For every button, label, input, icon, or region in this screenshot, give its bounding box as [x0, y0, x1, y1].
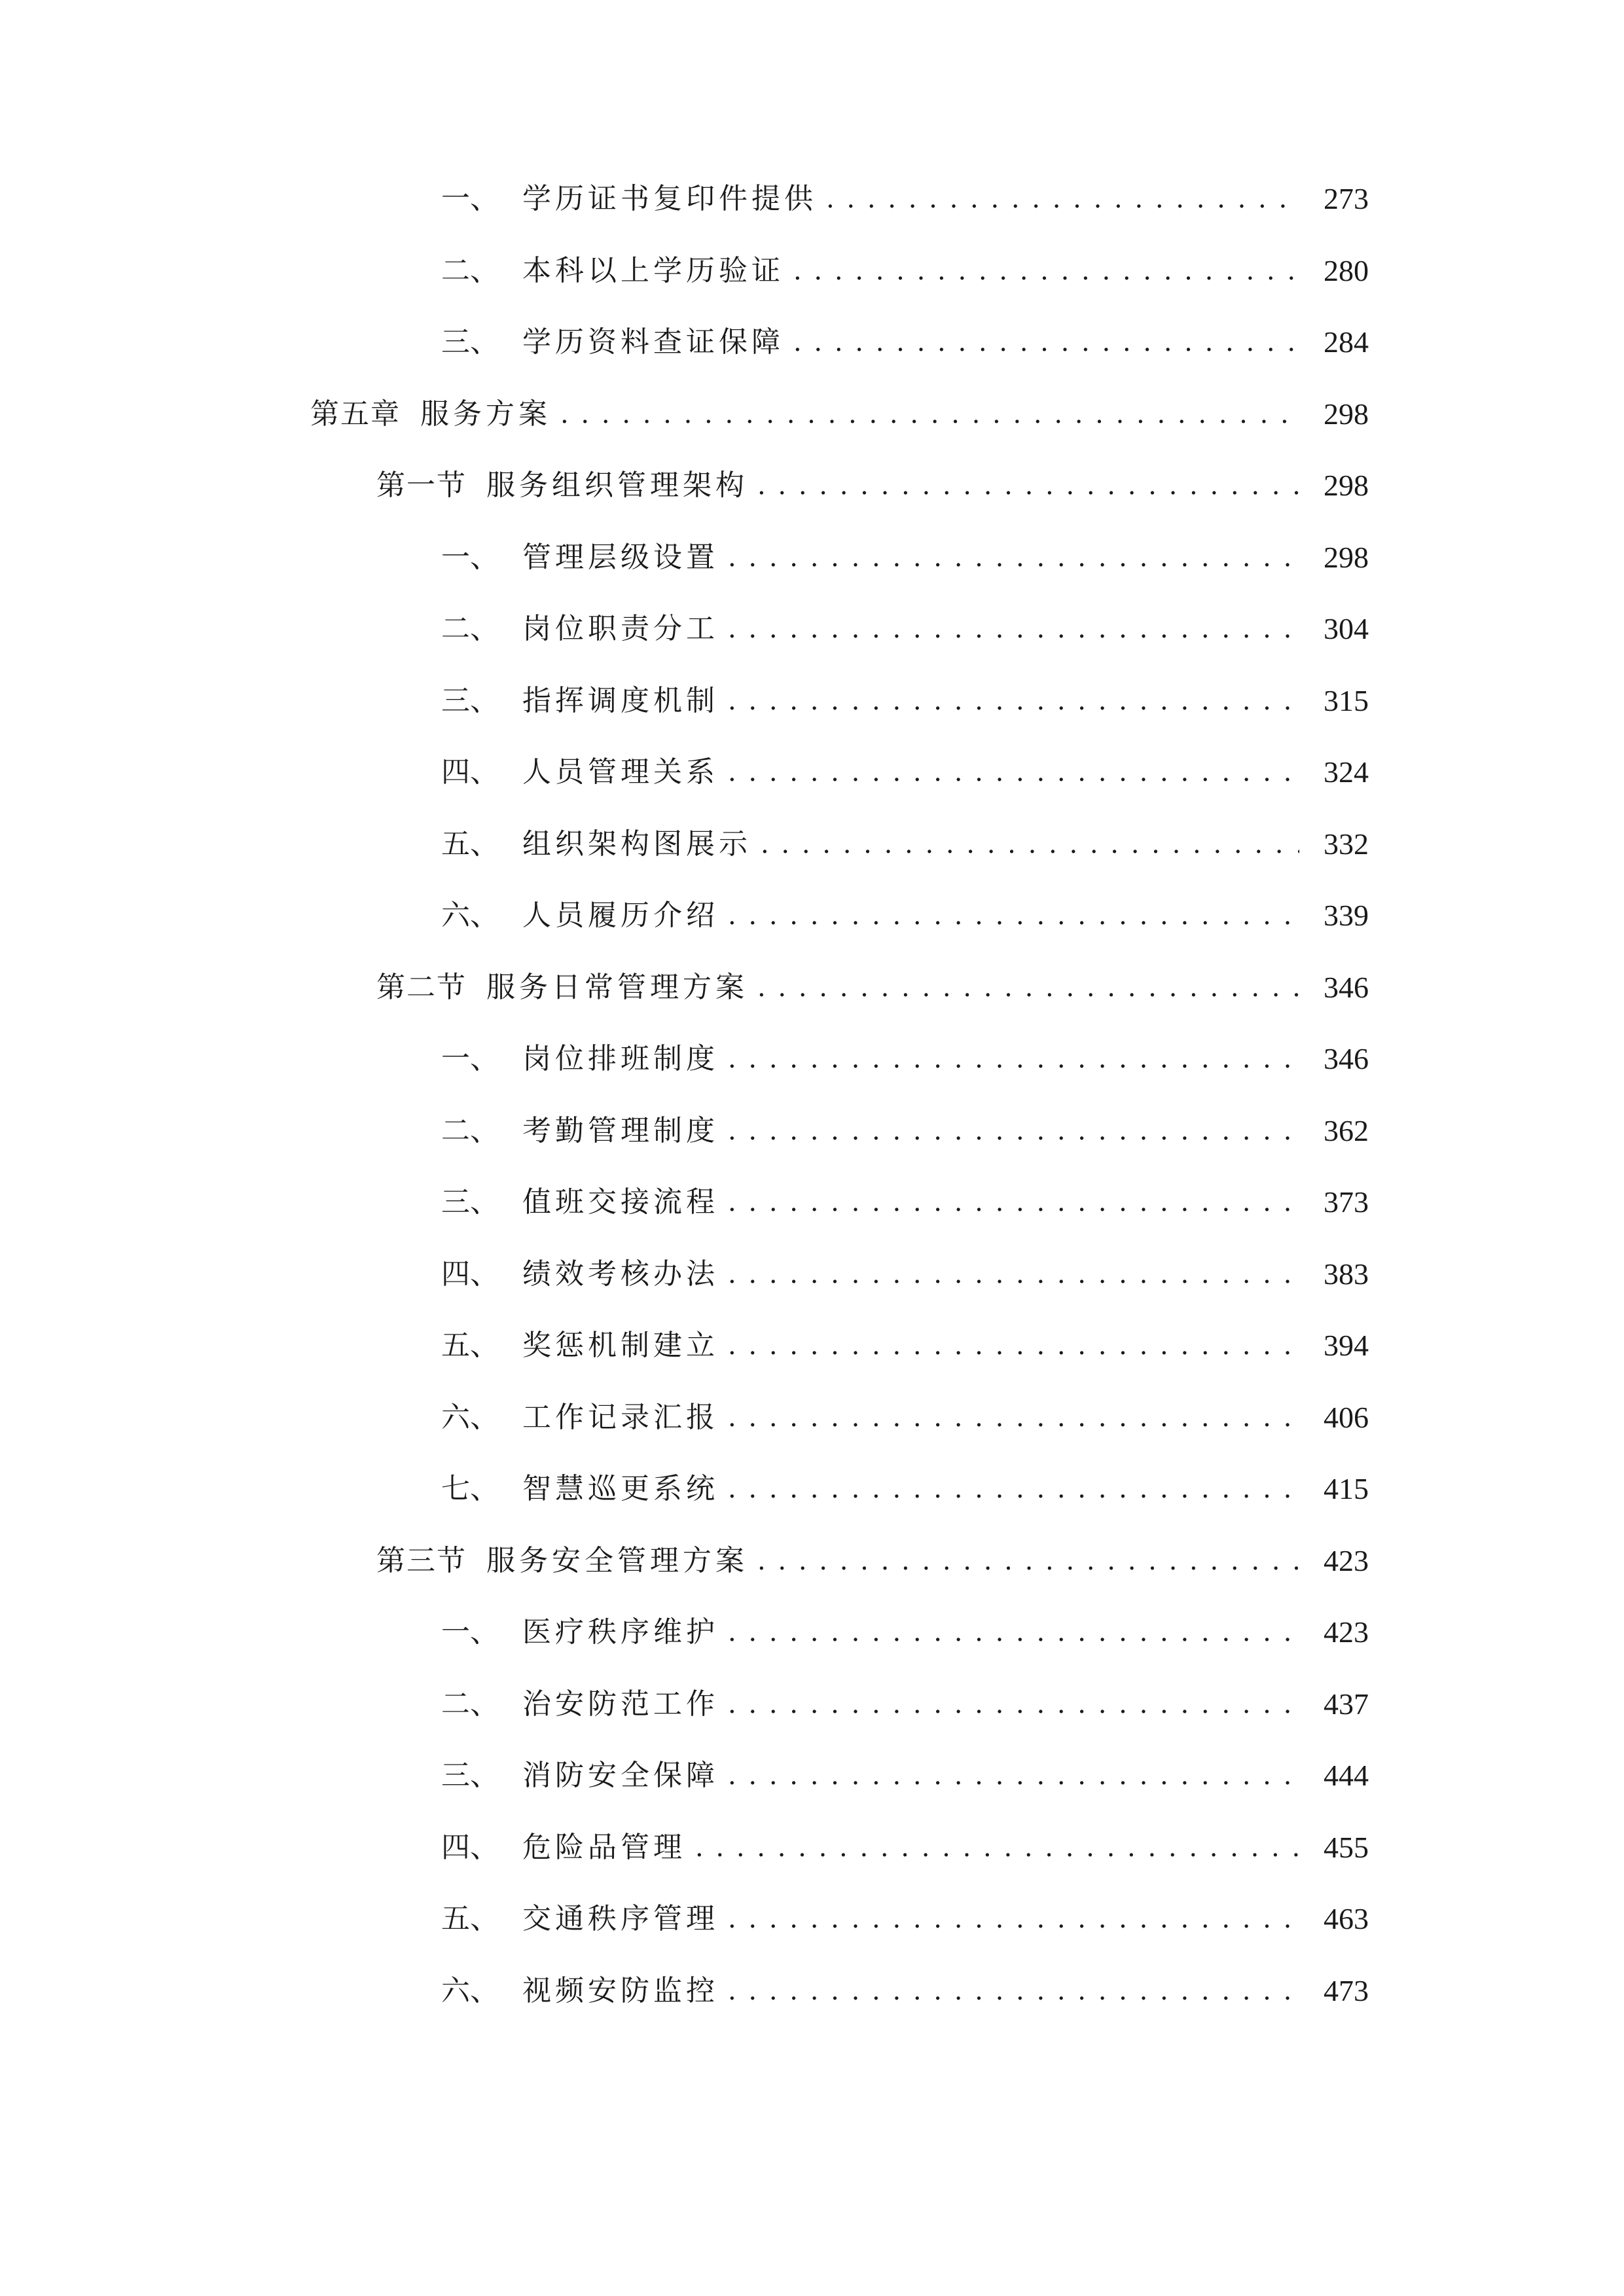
- toc-entry-page-number: 324: [1324, 755, 1369, 789]
- toc-entry-title: 绩效考核办法: [522, 1257, 719, 1291]
- toc-entry-prefix: 第一节: [376, 469, 467, 502]
- toc-entry-page-number: 346: [1324, 971, 1369, 1004]
- toc-entry-title: 视频安防监控: [522, 1974, 719, 2007]
- toc-entry-item[interactable]: [441, 1316, 1369, 1375]
- dot-leader: [728, 1962, 1299, 2020]
- toc-entry-item[interactable]: [441, 1890, 1369, 1948]
- toc-entry-number: 四、: [441, 1257, 499, 1291]
- dot-leader: [728, 1102, 1299, 1160]
- toc-entry-title: 治安防范工作: [522, 1687, 719, 1721]
- toc-entry-number: 三、: [441, 325, 499, 359]
- toc-entry-title: 人员管理关系: [522, 755, 719, 789]
- toc-entry-item[interactable]: [441, 1675, 1369, 1734]
- toc-entry-number: 二、: [441, 1114, 499, 1147]
- dot-leader: [757, 456, 1299, 515]
- toc-entry-title: 考勤管理制度: [522, 1114, 719, 1147]
- dot-leader: [728, 1460, 1299, 1518]
- toc-entry-title: 消防安全保障: [522, 1759, 719, 1792]
- toc-entry-number: 六、: [441, 1401, 499, 1434]
- dot-leader: [728, 1245, 1299, 1304]
- toc-entry-page-number: 304: [1324, 612, 1369, 645]
- toc-entry-page-number: 463: [1324, 1902, 1369, 1935]
- toc-entry-page-number: 423: [1324, 1615, 1369, 1649]
- toc-entry-number: 二、: [441, 254, 499, 287]
- dot-leader: [728, 672, 1299, 730]
- toc-entry-item[interactable]: [441, 1388, 1369, 1447]
- toc-entry-item[interactable]: [441, 528, 1369, 587]
- toc-entry-page-number: 415: [1324, 1472, 1369, 1505]
- toc-entry-title: 岗位排班制度: [522, 1042, 719, 1075]
- dot-leader: [728, 743, 1299, 802]
- toc-entry-title: 工作记录汇报: [522, 1401, 719, 1434]
- toc-entry-number: 三、: [441, 684, 499, 717]
- toc-entry-page-number: 298: [1324, 397, 1369, 431]
- toc-entry-number: 六、: [441, 1974, 499, 2007]
- toc-entry-title: 服务日常管理方案: [486, 971, 748, 1004]
- dot-leader: [728, 1746, 1299, 1805]
- toc-entry-title: 岗位职责分工: [522, 612, 719, 645]
- dot-leader: [728, 1173, 1299, 1232]
- toc-entry-item[interactable]: [441, 1173, 1369, 1232]
- toc-entry-item[interactable]: [441, 1460, 1369, 1518]
- toc-entry-page-number: 473: [1324, 1974, 1369, 2007]
- toc-entry-title: 管理层级设置: [522, 541, 719, 574]
- toc-entry-title: 奖惩机制建立: [522, 1329, 719, 1362]
- toc-entry-page-number: 332: [1324, 827, 1369, 861]
- dot-leader: [728, 600, 1299, 658]
- toc-entry-page-number: 444: [1324, 1759, 1369, 1792]
- toc-entry-prefix: 第三节: [376, 1544, 467, 1577]
- toc-entry-number: 五、: [441, 827, 499, 861]
- dot-leader: [826, 170, 1299, 228]
- toc-entry-item[interactable]: [441, 170, 1369, 228]
- toc-entry-page-number: 455: [1324, 1831, 1369, 1864]
- toc-entry-page-number: 315: [1324, 684, 1369, 717]
- toc-entry-prefix: 第五章: [310, 397, 401, 431]
- toc-entry-page-number: 339: [1324, 899, 1369, 932]
- toc-entry-chapter[interactable]: [310, 385, 1369, 444]
- dot-leader: [728, 1388, 1299, 1447]
- toc-entry-title: 医疗秩序维护: [522, 1615, 719, 1649]
- toc-entry-title: 学历资料查证保障: [522, 325, 784, 359]
- toc-entry-page-number: 406: [1324, 1401, 1369, 1434]
- dot-leader: [728, 1890, 1299, 1948]
- toc-entry-title: 本科以上学历验证: [522, 254, 784, 287]
- toc-entry-number: 四、: [441, 1831, 499, 1864]
- toc-entry-title: 组织架构图展示: [522, 827, 751, 861]
- toc-entry-item[interactable]: [441, 313, 1369, 372]
- toc-entry-page-number: 437: [1324, 1687, 1369, 1721]
- toc-entry-page-number: 298: [1324, 541, 1369, 574]
- toc-entry-page-number: 383: [1324, 1257, 1369, 1291]
- toc-entry-number: 五、: [441, 1329, 499, 1362]
- dot-leader: [757, 1532, 1299, 1590]
- toc-entry-number: 一、: [441, 541, 499, 574]
- dot-leader: [728, 1603, 1299, 1662]
- dot-leader: [793, 242, 1299, 300]
- toc-entry-title: 交通秩序管理: [522, 1902, 719, 1935]
- toc-entry-number: 四、: [441, 755, 499, 789]
- toc-entry-item[interactable]: [441, 886, 1369, 945]
- dot-leader: [560, 385, 1299, 444]
- dot-leader: [728, 528, 1299, 587]
- toc-entry-item[interactable]: [441, 1102, 1369, 1160]
- toc-entry-item[interactable]: [441, 815, 1369, 874]
- toc-entry-item[interactable]: [441, 743, 1369, 802]
- toc-entry-number: 二、: [441, 1687, 499, 1721]
- toc-entry-title: 指挥调度机制: [522, 684, 719, 717]
- toc-entry-section[interactable]: [376, 1532, 1369, 1590]
- toc-entry-number: 五、: [441, 1902, 499, 1935]
- toc-entry-page-number: 298: [1324, 469, 1369, 502]
- toc-entry-page-number: 423: [1324, 1544, 1369, 1577]
- toc-entry-item[interactable]: [441, 1746, 1369, 1805]
- toc-entry-item[interactable]: [441, 1245, 1369, 1304]
- toc-entry-item[interactable]: [441, 600, 1369, 658]
- toc-entry-item[interactable]: [441, 1962, 1369, 2020]
- dot-leader: [695, 1818, 1299, 1877]
- toc-entry-page-number: 280: [1324, 254, 1369, 287]
- toc-entry-number: 三、: [441, 1759, 499, 1792]
- toc-entry-number: 七、: [441, 1472, 499, 1505]
- dot-leader: [761, 815, 1299, 874]
- toc-entry-title: 学历证书复印件提供: [522, 182, 817, 215]
- toc-entry-title: 值班交接流程: [522, 1185, 719, 1219]
- toc-entry-item[interactable]: [441, 1818, 1369, 1877]
- toc-entry-page-number: 362: [1324, 1114, 1369, 1147]
- toc-entry-section[interactable]: [376, 456, 1369, 515]
- toc-entry-item[interactable]: [441, 672, 1369, 730]
- toc-entry-title: 人员履历介绍: [522, 899, 719, 932]
- toc-entry-item[interactable]: [441, 242, 1369, 300]
- toc-entry-page-number: 284: [1324, 325, 1369, 359]
- toc-entry-page-number: 394: [1324, 1329, 1369, 1362]
- toc-entry-page-number: 346: [1324, 1042, 1369, 1075]
- toc-entry-title: 服务组织管理架构: [486, 469, 748, 502]
- dot-leader: [728, 1030, 1299, 1088]
- toc-entry-item[interactable]: [441, 1603, 1369, 1662]
- dot-leader: [728, 1675, 1299, 1734]
- dot-leader: [793, 313, 1299, 372]
- toc-entry-number: 六、: [441, 899, 499, 932]
- dot-leader: [728, 1316, 1299, 1375]
- toc-entry-page-number: 273: [1324, 182, 1369, 215]
- toc-entry-number: 一、: [441, 1042, 499, 1075]
- toc-entry-title: 服务安全管理方案: [486, 1544, 748, 1577]
- toc-entry-title: 服务方案: [420, 397, 551, 431]
- toc-entry-title: 危险品管理: [522, 1831, 686, 1864]
- toc-entry-section[interactable]: [376, 958, 1369, 1017]
- toc-entry-prefix: 第二节: [376, 971, 467, 1004]
- toc-entry-number: 三、: [441, 1185, 499, 1219]
- toc-entry-page-number: 373: [1324, 1185, 1369, 1219]
- toc-entry-title: 智慧巡更系统: [522, 1472, 719, 1505]
- toc-entry-item[interactable]: [441, 1030, 1369, 1088]
- toc-entry-number: 二、: [441, 612, 499, 645]
- toc-entry-number: 一、: [441, 182, 499, 215]
- dot-leader: [757, 958, 1299, 1017]
- toc-entry-number: 一、: [441, 1615, 499, 1649]
- dot-leader: [728, 886, 1299, 945]
